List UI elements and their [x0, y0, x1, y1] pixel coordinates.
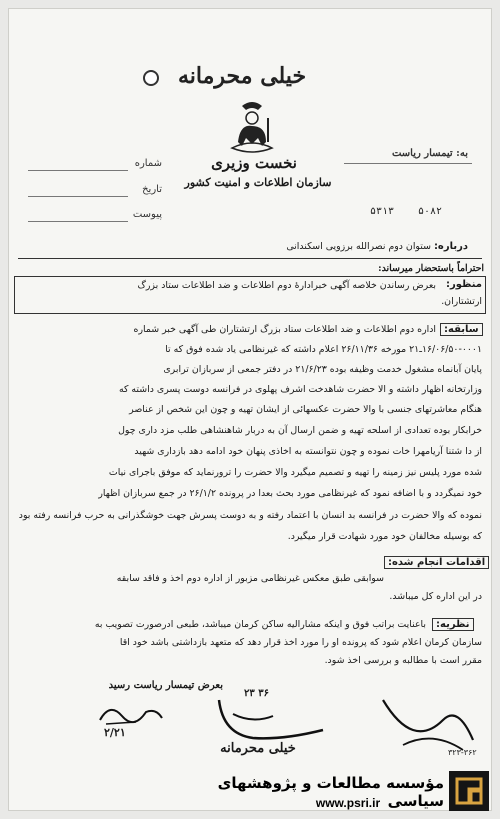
field-attachment-line [28, 221, 128, 222]
background-line-9: خود نمیگردد و با اضافه نمود که غیرنظامی مورد بحث بعدا در پرونده ۲۶/۱/۲ در جمع سربازان اظهار [98, 488, 482, 499]
conclusion-line-3: مقرر است با مطالبه و بررسی اخذ شود. [324, 655, 482, 666]
left-signature-icon [96, 698, 166, 728]
background-line-10: نموده که والا حضرت در فرانسه بد انسان با اعتماد رفته و به دوست پسرش جهت خوشگذرانی به حرب فرانسه رفته بود [18, 510, 482, 521]
background-line-6: خرابکار بوده تعدادی از اسلحه تهیه و ضمن ارسال آن به دربار شاهنشاهی طلب مزد داری چول [118, 425, 482, 436]
document-page [8, 8, 492, 811]
left-note-1: بعرض تیمسار ریاست رسید [108, 680, 223, 691]
actions-line-2: در این اداره کل میباشد. [389, 591, 482, 602]
conclusion-label: نظریه: [432, 618, 474, 631]
reference-number: ۵۳۱۳ [370, 206, 395, 217]
institute-url[interactable]: www.psri.ir [315, 796, 381, 810]
purpose-line-2: ارتشتاران. [441, 296, 482, 307]
salutation: احتراماً باستحضار میرساند: [378, 263, 484, 274]
purpose-label: منظور: [445, 279, 482, 290]
background-line-2: ۱۶/۰۶/۵۰-۰۰۰۱ـ۲۱ مورخه ۲۶/۱۱/۳۶ اعلام داشته که غیرنظامی یاد شده فوق که تا [165, 344, 482, 355]
field-number-label: شماره [134, 158, 162, 169]
background-label: سابقه: [440, 323, 483, 336]
purpose-line-1: بعرض رساندن خلاصه آگهی خبرادارهٔ دوم اطلاعات و ضد اطلاعات ستاد بزرگ [137, 280, 436, 291]
actions-label: اقدامات انجام شده: [384, 556, 489, 569]
subject-rule [18, 258, 482, 259]
conclusion-line-1: باعنایت براتب فوق و اینکه مشارالیه ساکن کرمان میباشد، طبعی ادرصورت تصویب به [94, 619, 426, 630]
subject-label: درباره: [433, 241, 468, 252]
office-title: نخست وزیری [211, 154, 297, 172]
field-number-line [28, 170, 128, 171]
purpose-box [14, 276, 486, 314]
actions-line-1: سوابقی طبق معکس غیرنظامی مزبور از اداره دوم اخذ و فاقد سابقه [116, 573, 384, 584]
recipient-rule [344, 163, 472, 164]
top-note: ۲۳ ۳۶ [244, 688, 269, 699]
attachment-number: ۵۰۸۲ [418, 206, 443, 217]
institute-title: مؤسسه مطالعات و پژوهشهای سیاسی [217, 774, 444, 810]
subject-text: ستوان دوم نصرالله برزویی اسکندانی [286, 241, 431, 252]
center-signature-icon [213, 694, 333, 744]
classification-stamp: خیلی محرمانه [178, 63, 307, 89]
bottom-classification-stamp: خیلی محرمانه [220, 741, 296, 756]
field-date-line [28, 196, 128, 197]
institute-logo-icon [449, 771, 489, 811]
background-line-7: از دا شتنا آریامهرا خات نموده و چون نتوانسته به اخاذی پنهان خود ادامه دهد بازداری شهید [134, 446, 482, 457]
lion-and-sun-emblem-icon [224, 98, 280, 156]
background-line-4: وزارتخانه اظهار داشته و الا حضرت شاهدخت اشرف پهلوی در فرانسه دوست پسری داشته که [118, 384, 482, 395]
conclusion-line-2: سازمان کرمان اعلام شود که پرونده او را مورد اخذ قرار دهد که متعهد بازداشتی باشد خود اقا [119, 637, 482, 648]
side-number: ۳۲۳-۳۶۲ [448, 748, 477, 757]
field-date-label: تاریخ [142, 184, 162, 195]
background-line-11: که بوسیله مخالفان خود مورد شهادت قرار میگیرد. [287, 531, 482, 542]
background-line-3: پایان آبانماه مشغول خدمت وظیفه بوده ۲۱/۶/۲۳ در دفتر جمعی از سربازان ترابری [163, 364, 482, 375]
left-note-2: ۲/۲۱ [104, 726, 126, 739]
subject-line [68, 240, 468, 254]
background-line-1: اداره دوم اطلاعات و ضد اطلاعات ستاد بزرگ ارتشتاران طی آگهی خبر شماره [133, 324, 436, 335]
organization-name: سازمان اطلاعات و امنیت کشور [184, 176, 332, 189]
background-line-8: شده مورد پلیس نیز زمینه را تهیه و تصمیم میگیرد والا حضرت را ترورنماید که موفق باجرای نیات [108, 467, 482, 478]
punch-hole [143, 70, 159, 86]
background-line-5: هنگام معاشرتهای جنسی با والا حضرت عکسهائی از ایشان تهیه و چون این شخص از عناصر [129, 404, 482, 415]
field-attachment-label: پیوست [132, 209, 162, 220]
recipient-line: به: تیمسار ریاست [391, 148, 468, 159]
